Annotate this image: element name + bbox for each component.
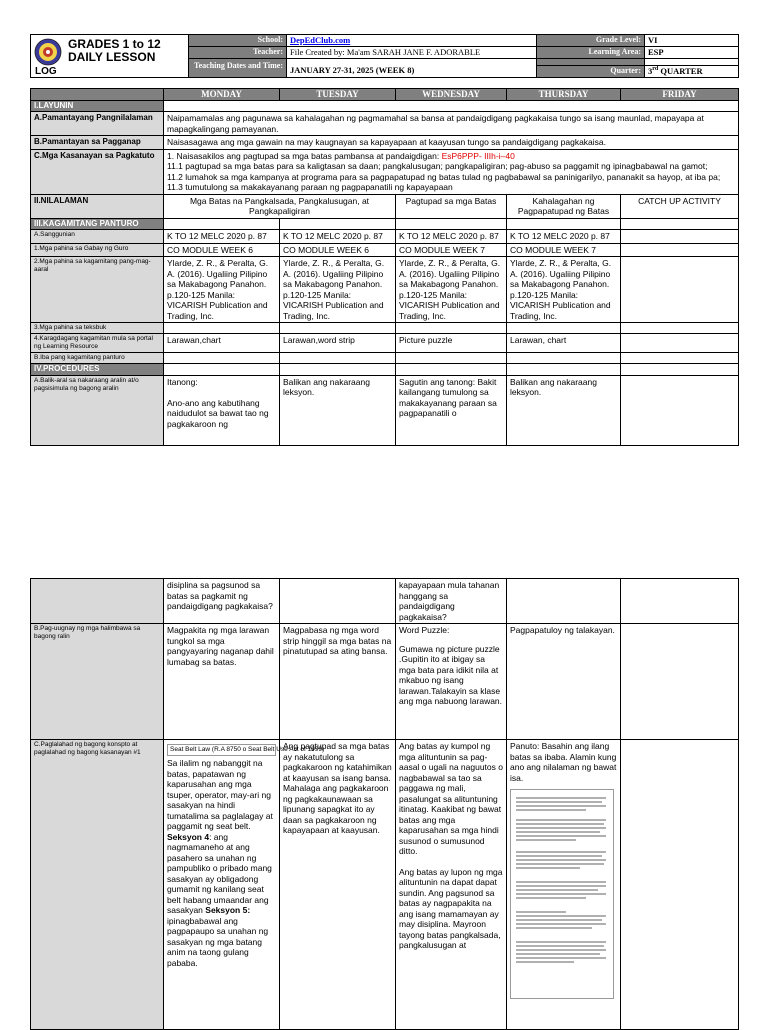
day-monday: MONDAY xyxy=(164,89,280,101)
day-tuesday: TUESDAY xyxy=(280,89,396,101)
sanggunian-thu: K TO 12 MELC 2020 p. 87 xyxy=(507,230,621,244)
label-kagamitang-mag-aaral: 2.Mga pahina sa kagamitang pang-mag-aaral xyxy=(31,257,164,323)
nilalaman-mon-tue: Mga Batas na Pangkalsada, Pangkalusugan, at Pangkapaligiran xyxy=(164,194,396,218)
ylarde-mon: Ylarde, Z. R., & Peralta, G. A. (2016). Ugaliing Pilipino sa Makabagong Panahon. p.120-125 Manila: VICARISH Publication and Trading, Inc. xyxy=(164,257,280,323)
area-label: Learning Area: xyxy=(537,47,645,59)
grade-label: Grade Level: xyxy=(537,35,645,47)
page-2 xyxy=(0,578,768,1024)
nilalaman-fri: CATCH UP ACTIVITY xyxy=(621,194,739,218)
lesson-table-continued xyxy=(30,578,739,1030)
dates-value: JANUARY 27-31, 2025 (WEEK 8) xyxy=(287,59,537,78)
label-gabay-guro: 1.Mga pahina sa Gabay ng Guro xyxy=(31,243,164,257)
paglalahad-wed: Ang batas ay kumpol ng mga alituntunin sa pag-aasal o ugali na naguutos o nagbabawal sa tao sa paggawa ng mali, pasalungat sa alituntuning itinatag. Kaakibat ng bawat batas ang mga kaparusahan sa mga hindi susunod o sumusunod ditto. Ang batas ay lupon ng mga alituntunin na dapat dapat sundin. Ang pagsunod sa batas ay nagpapakita na ang isang mamamayan ay may disiplina. Mayroon tayong batas pangkalsada, pangkalusugan at xyxy=(396,740,507,1030)
label-pamantayang-pangnilalaman: A.Pamantayang Pangnilalaman xyxy=(31,112,164,136)
header-table xyxy=(30,34,739,78)
label-sanggunian: A.Sanggunian xyxy=(31,230,164,244)
gabay-wed: CO MODULE WEEK 7 xyxy=(396,243,507,257)
lesson-table xyxy=(30,88,739,446)
label-balik-aral: A.Balik-aral sa nakaraang aralin at/o pagsisimula ng bagong aralin xyxy=(31,375,164,445)
teacher-label: Teacher: xyxy=(189,47,287,59)
section-procedures: IV.PROCEDURES xyxy=(31,364,164,376)
materials-mon: Larawan,chart xyxy=(164,334,280,353)
balik-aral-thu: Balikan ang nakaraang leksyon. xyxy=(507,375,621,445)
label-paglalahad: C.Paglalahad ng bagong konspto at paglalahad ng bagong kasanayan #1 xyxy=(31,740,164,1030)
dll-title: GRADES 1 to 12 DAILY LESSON xyxy=(68,37,161,64)
balik-aral-mon: Itanong: Ano-ano ang kabutihang naidudulot sa bawat tao ng pagkakaroon ng xyxy=(164,375,280,445)
nilalaman-wed: Pagtupad sa mga Batas xyxy=(396,194,507,218)
nilalaman-thu: Kahalagahan ng Pagpapatupad ng Batas xyxy=(507,194,621,218)
gabay-mon: CO MODULE WEEK 6 xyxy=(164,243,280,257)
laws-document-image xyxy=(510,789,614,999)
paglalahad-tue: Ang pagtupad sa mga batas ay nakatutulong sa pagkakaroon ng katahimikan at kaayusan sa isang bansa. Mahalaga ang pagkakaroon ng pagkakaunawaan sa lipunang sapagkat ito ay daan sa pagkakaroon ng kapayapaan at kaayusan. xyxy=(280,740,396,1030)
seatbelt-heading-image: Seat Belt Law (R.A 8750 o Seat Belt Use Act of 1999) xyxy=(167,744,276,756)
label-kasanayan: C.Mga Kasanayan sa Pagkatuto xyxy=(31,149,164,194)
school-link[interactable]: DepEdClub.com xyxy=(290,35,351,45)
school-value xyxy=(287,35,537,47)
section-kagamitan: III.KAGAMITANG PANTURO xyxy=(31,218,164,230)
day-header-row xyxy=(31,89,739,101)
area-value: ESP xyxy=(645,47,739,59)
balik-aral-wed: Sagutin ang tanong: Bakit kailangang tumulong sa makakayanang paraan sa pagpapanatili o xyxy=(396,375,507,445)
ylarde-tue: Ylarde, Z. R., & Peralta, G. A. (2016). Ugaliing Pilipino sa Makabagong Panahon. p.120-125 Manila: VICARISH Publication and Trading, Inc. xyxy=(280,257,396,323)
continued-wed: kapayapaan mula tahanan hanggang sa pandaigdigang pagkakaisa? xyxy=(396,579,507,624)
gabay-tue: CO MODULE WEEK 6 xyxy=(280,243,396,257)
gabay-thu: CO MODULE WEEK 7 xyxy=(507,243,621,257)
section-layunin: I.LAYUNIN xyxy=(31,100,164,112)
day-wednesday: WEDNESDAY xyxy=(396,89,507,101)
paglalahad-thu: Panuto: Basahin ang ilang batas sa ibaba. Alamin kung ano ang nilalaman ng bawat isa. xyxy=(507,740,621,1030)
dll-title-log: LOG xyxy=(35,66,57,77)
ylarde-wed: Ylarde, Z. R., & Peralta, G. A. (2016). Ugaliing Pilipino sa Makabagong Panahon. p.120-125 Manila: VICARISH Publication and Trading, Inc. xyxy=(396,257,507,323)
label-karagdagang: 4.Karagdagang kagamitan mula sa portal ng Learning Resource xyxy=(31,334,164,353)
sanggunian-mon: K TO 12 MELC 2020 p. 87 xyxy=(164,230,280,244)
quarter-label: Quarter: xyxy=(537,66,645,78)
balik-aral-tue: Balikan ang nakaraang leksyon. xyxy=(280,375,396,445)
sanggunian-tue: K TO 12 MELC 2020 p. 87 xyxy=(280,230,396,244)
day-thursday: THURSDAY xyxy=(507,89,621,101)
materials-thu: Larawan, chart xyxy=(507,334,621,353)
deped-seal-icon xyxy=(34,38,62,66)
ylarde-thu: Ylarde, Z. R., & Peralta, G. A. (2016). Ugaliing Pilipino sa Makabagong Panahon. p.120-125 Manila: VICARISH Publication and Trading, Inc. xyxy=(507,257,621,323)
label-pag-uugnay: B.Pag-uugnay ng mga halimbawa sa bagong ralin xyxy=(31,624,164,740)
day-friday: FRIDAY xyxy=(621,89,739,101)
pamantayang-pangnilalaman-text: Naipamamalas ang pagunawa sa kahalagahan ng pagmamahal sa bansa at pandaigdigang pagkakaisa tungo sa isang maunlad, mapayapa at mapagkalingang pamayanan. xyxy=(164,112,739,136)
quarter-value: 3rd QUARTER xyxy=(645,66,739,78)
label-teksbuk: 3.Mga pahina sa teksbuk xyxy=(31,323,164,334)
pag-uugnay-mon: Magpakita ng mga larawan tungkol sa mga pangyayaring naganap dahil lumabag sa batas. xyxy=(164,624,280,740)
materials-wed: Picture puzzle xyxy=(396,334,507,353)
label-nilalaman: II.NILALAMAN xyxy=(31,194,164,218)
materials-tue: Larawan,word strip xyxy=(280,334,396,353)
kasanayan-text: 1. Naisasakilos ang pagtupad sa mga batas pambansa at pandaigdigan: EsP6PPP- IIIh-i–40 11.1 pagtupad sa mga batas para sa kaligtasan sa daan; pangkalusugan; pangkapaligiran; pag-abuso sa paggamit ng ipinagbabawal na gamot; 11.2 lumahok sa mga kampanya at programa para sa pagpapatupad ng batas tulad ng pagbabawal sa paninigarilyo, pananakit sa hayop, at iba pa; 11.3 tumutulong sa makakayanang paraan ng pagpapanatili ng kapayapaan xyxy=(164,149,739,194)
dates-label: Teaching Dates and Time: xyxy=(189,59,287,78)
pag-uugnay-wed: Word Puzzle: Gumawa ng picture puzzle .Gupitin ito at ibigay sa mga bata para idikit nila at mkabuo ng isang larawan.Talakayin sa klase ang mga nabuong larawan. xyxy=(396,624,507,740)
pag-uugnay-thu: Pagpapatuloy ng talakayan. xyxy=(507,624,621,740)
label-iba-pa: B.Iba pang kagamitang panturo xyxy=(31,353,164,364)
grade-value: VI xyxy=(645,35,739,47)
competency-code: EsP6PPP- IIIh-i–40 xyxy=(441,150,515,161)
sanggunian-wed: K TO 12 MELC 2020 p. 87 xyxy=(396,230,507,244)
pamantayan-pagganap-text: Naisasagawa ang mga gawain na may kaugnayan sa kapayapaan at kaayusan tungo sa pandaigdigang pagkakaisa. xyxy=(164,136,739,150)
school-label: School: xyxy=(189,35,287,47)
header-logo-cell xyxy=(31,35,189,78)
continued-mon: disiplina sa pagsunod sa batas sa pagkamit ng pandaigdigang pagkakaisa? xyxy=(164,579,280,624)
pag-uugnay-tue: Magpabasa ng mga word strip hinggil sa mga batas na pinatutupad sa ating bansa. xyxy=(280,624,396,740)
teacher-value: File Created by: Ma'am SARAH JANE F. ADORABLE xyxy=(287,47,537,59)
paglalahad-mon: Seat Belt Law (R.A 8750 o Seat Belt Use Act of 1999) Sa ilalim ng nabanggit na batas, papatawan ng kaparusahan ang mga tsuper, operator, may-ari ng sasakyan na hindi tumatalima sa paglalagay at paggamit ng seat belt. Seksyon 4: ang nagmamaneho at ang pasahero sa unahan ng pampubliko o pribado mang sasakyan ay obligadong gumamit ng kanilang seat belt habang umaandar ang sasakyan Seksyon 5: ipinagbabawal ang pagpapaupo sa unahan ng sasakyan ng mga batang anim na taong gulang pababa. xyxy=(164,740,280,1030)
label-pamantayan-pagganap: B.Pamantayan sa Pagganap xyxy=(31,136,164,150)
